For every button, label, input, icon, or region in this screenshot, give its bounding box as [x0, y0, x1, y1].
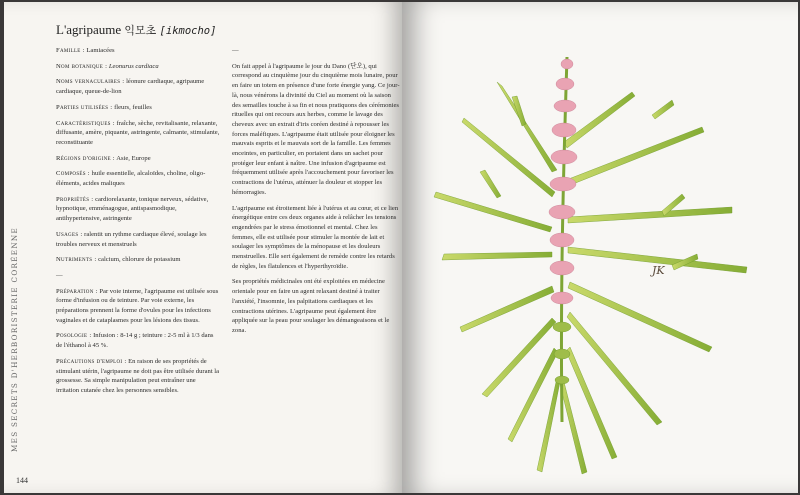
fact-regions: Régions d'origine : Asie, Europe — [56, 154, 151, 162]
fact-nutriments: Nutriments : calcium, chlorure de potassium — [56, 256, 181, 264]
fact-proprietes: Propriétés : cardiorelaxante, tonique nerveux, sédative, hypnotique, emménagogue, antispasmodique, antihypertensive, astringente — [56, 195, 209, 223]
page-title — [56, 22, 216, 38]
running-head: MES SECRETS D'HERBORISTERIE CORÉENNE — [10, 226, 19, 452]
fact-nom-botanique: Nom botanique : Leonurus cardiaca — [56, 62, 159, 70]
right-page — [402, 2, 798, 493]
page-number: 144 — [16, 476, 28, 485]
flower-whorls — [549, 59, 577, 304]
fact-caracteristiques: Caractéristiques : fraîche, sèche, revitalisante, relaxante, diffusante, amère, piquante, astringente, calmante, stimulante, reconstituante — [56, 119, 220, 146]
posologie: Posologie : Infusion : 8-14 g ; teinture : 2-5 ml à 1/3 dans de l'éthanol à 45 %. — [56, 332, 214, 350]
leaves — [434, 82, 747, 474]
motherwort-illustration — [402, 2, 798, 493]
body-paragraph-2: L'agripaume est étroitement liée à l'utérus et au cœur, et ce lien énergétique entre ces deux organes aide à relâcher les tensions engendrées par le stress émotionnel et mental. Chez les femmes, elle est utilisée pour stimuler la montée de lait et soulager les symptômes de la ménopause et les douleurs menstruelles. Elle sert également de remède contre les retards de règles, les flatulences et l'hyperthyroïdie. — [232, 204, 399, 270]
left-page — [4, 2, 402, 493]
title-name: L'agripaume — [56, 22, 122, 37]
body-column — [232, 46, 400, 342]
title-romanized: [ikmocho] — [159, 25, 217, 37]
body-paragraph-1: On fait appel à l'agripaume le jour du Dano (단오), qui correspond au cinquième jour du cinquième mois lunaire, pour en faire un totem en présence d'une forte énergie yang. Ce jour-là, nous vénérons la divinité du Ciel au moment où la saison des semailles touche à sa fin et nous pratiquons des cérémonies rituelles qui ont recours aux herbes, comme le lavage des cheveux avec un extrait d'iris coréen destiné à repousser les forces maléfiques. L'agripaume était utilisée pour éloigner les mauvais esprits et le mauvais sort de la famille. Les femmes enceintes, en particulier, en portaient dans un sachet pour protéger leur enfant à naître. Une infusion d'agripaume est fréquemment utilisée après l'accouchement pour favoriser les contractions de l'utérus, atténuer la douleur et stopper les hémorragies. — [232, 62, 400, 196]
fact-parties: Parties utilisées : fleurs, feuilles — [56, 103, 152, 111]
artist-signature: JK — [652, 264, 665, 277]
preparation: Préparation : Par voie interne, l'agripaume est utilisée sous forme d'infusion ou de teinture. Par voie externe, les préparations prennent la forme d'ovules pour les infections vaginales et de cataplasmes pour les lésions des tissus. — [56, 287, 219, 324]
body-paragraph-3: Ses propriétés médicinales ont été exploitées en médecine orientale pour en faire un agent relaxant destiné à traiter l'anxiété, l'insomnie, les palpitations cardiaques et les contractions utérines. L'agripaume peut également être appliquée sur la peau pour soulager les démangeaisons et le zona. — [232, 278, 390, 334]
body-dash: — — [232, 47, 239, 54]
section-dash: — — [56, 271, 63, 279]
title-korean: 익모초 — [124, 24, 157, 37]
fact-composes: Composés : huile essentielle, alcaloïdes, choline, oligo-éléments, acides maliques — [56, 170, 206, 188]
fact-usages: Usages : ralentit un rythme cardiaque élevé, soulage les troubles nerveux et menstruels — [56, 230, 207, 248]
facts-column — [56, 46, 220, 402]
fact-famille: Famille : Lamiacées — [56, 47, 115, 54]
precautions: Précautions d'emploi : En raison de ses propriétés de stimulant utérin, l'agripaume ne doit pas être utilisée durant la grossesse. Sa simple manipulation peut entraîner une irritation cutanée chez les personnes sensibles. — [56, 357, 220, 394]
fact-noms-vernaculaires: Noms vernaculaires : léonure cardiaque, agripaume cardiaque, queue-de-lion — [56, 78, 205, 96]
